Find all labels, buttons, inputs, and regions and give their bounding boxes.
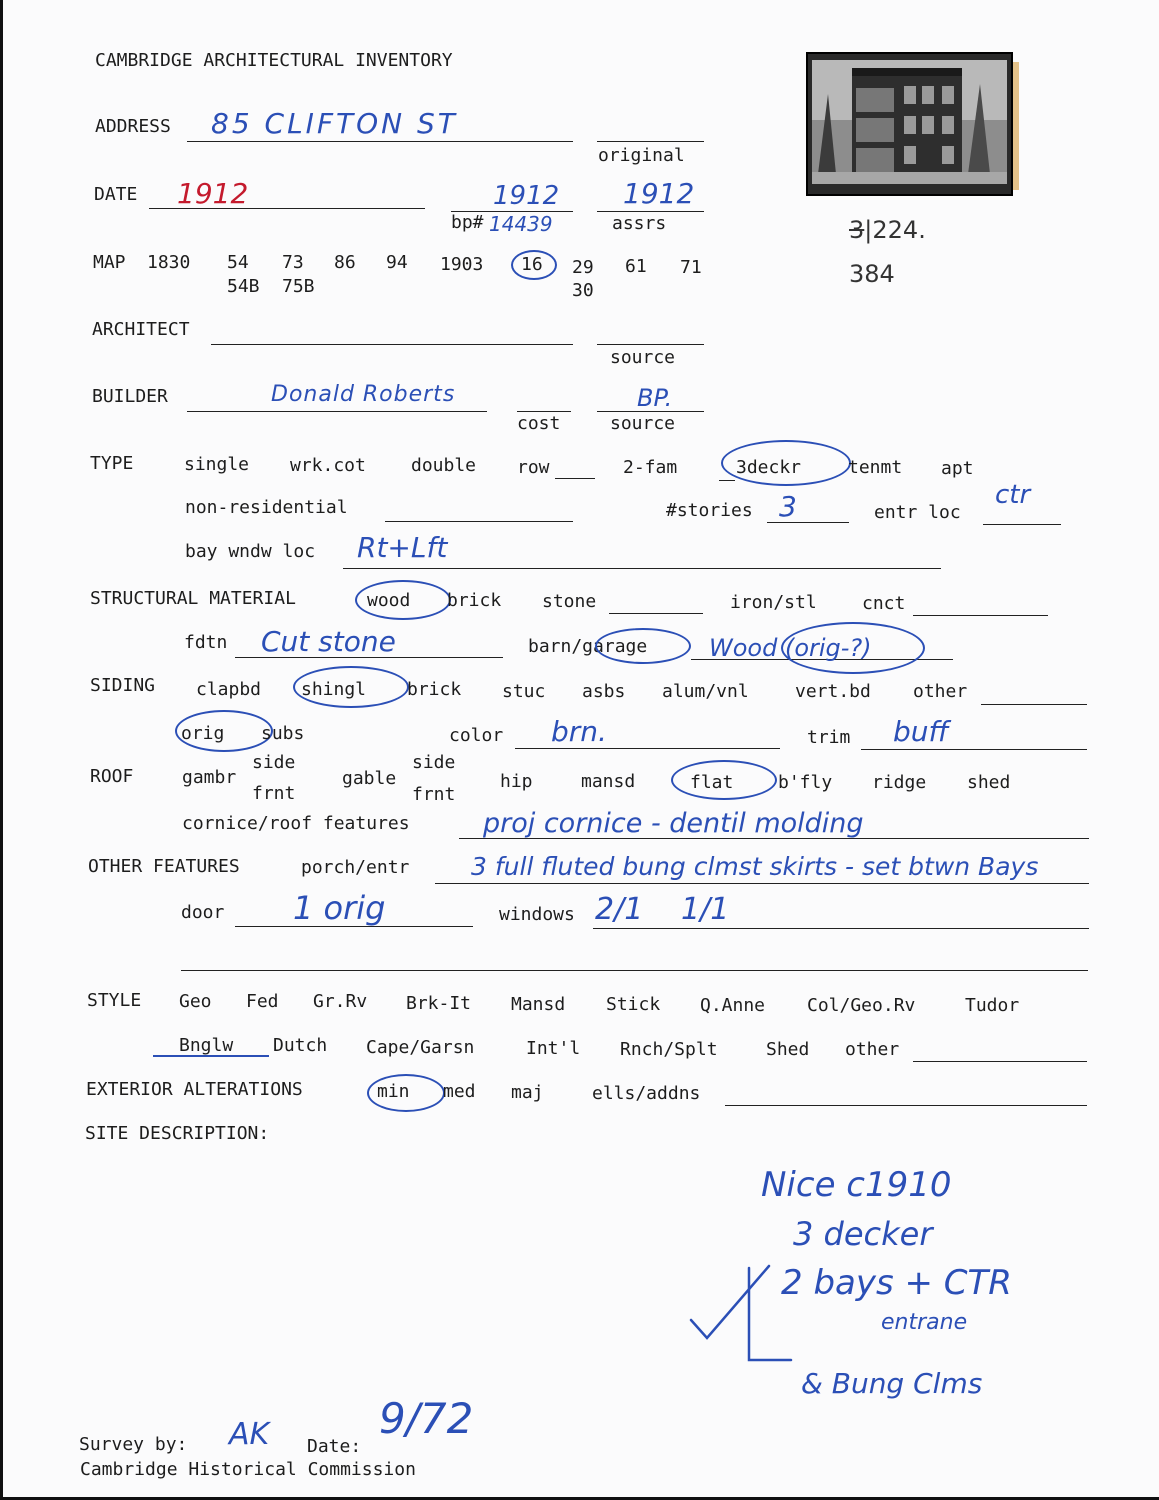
- map-year-73: 73: [282, 252, 304, 273]
- siding-alum: alum/vnl: [662, 681, 749, 702]
- fdtn-label: fdtn: [184, 632, 228, 653]
- fdtn-value: Cut stone: [261, 625, 396, 658]
- survey-by-label: Survey by:: [79, 1434, 188, 1455]
- architect-source-label: source: [610, 347, 676, 368]
- survey-date-label: Date:: [307, 1436, 362, 1457]
- type-row: row: [517, 457, 550, 478]
- type-label: TYPE: [90, 453, 134, 474]
- site-line-3: 2 bays + CTR: [781, 1263, 1012, 1303]
- style-fed: Fed: [246, 991, 279, 1012]
- siding-shingl: shingl: [301, 679, 367, 700]
- garage-orig-circle: [781, 622, 925, 674]
- map-year-94: 94: [386, 252, 408, 273]
- site-checkmark-icon: [683, 1258, 793, 1368]
- stories-value: 3: [779, 490, 797, 523]
- entr-loc-label: entr loc: [874, 502, 961, 523]
- non-residential-line: [385, 521, 573, 522]
- address-value: 85 CLIFTON ST: [211, 107, 458, 140]
- cornice-value: proj cornice - dentil molding: [483, 808, 864, 839]
- commission-name: Cambridge Historical Commission: [80, 1459, 416, 1480]
- map-year-29: 29: [572, 257, 594, 278]
- map-label: MAP: [93, 252, 126, 273]
- type-3deckr-line: [719, 480, 735, 481]
- siding-other-line: [981, 704, 1087, 705]
- map-year-30: 30: [572, 280, 594, 301]
- map-year-61: 61: [625, 256, 647, 277]
- barn-garage-label: barn/garage: [528, 636, 648, 657]
- ext-alt-line: [725, 1105, 1087, 1106]
- structural-iron: iron/stl: [730, 592, 817, 613]
- other-features-extra-line: [181, 970, 1088, 971]
- roof-ridge: ridge: [872, 772, 927, 793]
- site-line-5: & Bung Clms: [801, 1367, 983, 1400]
- style-mansd: Mansd: [511, 994, 566, 1015]
- building-photo-image: [808, 54, 1011, 194]
- map-year-16: 16: [521, 254, 543, 275]
- siding-vertbd: vert.bd: [795, 681, 871, 702]
- original-label: original: [598, 145, 685, 166]
- builder-label: BUILDER: [92, 386, 168, 407]
- non-residential-label: non-residential: [185, 497, 348, 518]
- garage-circle: [595, 628, 691, 664]
- assrs-line: [597, 211, 704, 212]
- porch-line: [435, 883, 1089, 884]
- site-line-1: Nice c1910: [761, 1165, 952, 1205]
- roof-flat-circle: [671, 760, 777, 800]
- original-line: [597, 141, 704, 142]
- structural-brick: brick: [447, 590, 502, 611]
- style-tudor: Tudor: [965, 995, 1020, 1016]
- roof-mansd: mansd: [581, 771, 636, 792]
- cost-label: cost: [517, 413, 561, 434]
- type-single: single: [184, 454, 250, 475]
- cornice-label: cornice/roof features: [182, 813, 410, 834]
- ext-alt-ells: ells/addns: [592, 1083, 701, 1104]
- windows-label: windows: [499, 904, 575, 925]
- bay-wndw-loc-line: [343, 568, 941, 569]
- map-year-1903: 1903: [440, 254, 484, 275]
- style-other-line: [913, 1061, 1087, 1062]
- assrs-year: 1912: [623, 177, 695, 210]
- assrs-label: assrs: [612, 213, 667, 234]
- porch-label: porch/entr: [301, 857, 410, 878]
- roof-gable: gable: [342, 768, 397, 789]
- style-intl: Int'l: [526, 1038, 581, 1059]
- style-colgeorv: Col/Geo.Rv: [807, 995, 916, 1016]
- roof-side-1: side: [252, 752, 296, 773]
- building-photo: [806, 52, 1013, 196]
- style-qanne: Q.Anne: [700, 995, 766, 1016]
- entr-loc-value: ctr: [995, 480, 1031, 510]
- siding-asbs: asbs: [582, 681, 626, 702]
- siding-label: SIDING: [90, 675, 156, 696]
- siding-brick: brick: [407, 679, 462, 700]
- bay-wndw-loc-value: Rt+Lft: [357, 531, 448, 564]
- map-16-circle: [511, 250, 557, 280]
- windows-line: [593, 928, 1089, 929]
- site-line-2: 3 decker: [793, 1215, 933, 1253]
- cost-line: [517, 411, 571, 412]
- siding-orig-circle: [175, 710, 273, 752]
- siding-stuc: stuc: [502, 681, 546, 702]
- bp-year: 1912: [493, 181, 560, 211]
- structural-wood-circle: [355, 580, 451, 620]
- map-year-54b: 54B: [227, 276, 260, 297]
- architect-line: [211, 344, 573, 345]
- trim-value: buff: [893, 715, 949, 748]
- address-line: [187, 141, 573, 142]
- builder-line: [187, 411, 487, 412]
- garage-value: Wood (orig-?): [709, 634, 872, 662]
- bay-wndw-loc-label: bay wndw loc: [185, 541, 316, 562]
- entr-loc-line: [983, 524, 1061, 525]
- survey-date-value: 9/72: [379, 1394, 474, 1443]
- porch-value: 3 full fluted bung clmst skirts - set btwn Bays: [471, 852, 1039, 881]
- stories-label: #stories: [666, 500, 753, 521]
- siding-clapbd: clapbd: [196, 679, 262, 700]
- plate-ref-2: 384: [849, 260, 895, 288]
- date-label: DATE: [94, 184, 138, 205]
- style-stick: Stick: [606, 994, 661, 1015]
- survey-by-value: AK: [229, 1417, 270, 1452]
- form-title: CAMBRIDGE ARCHITECTURAL INVENTORY: [95, 50, 453, 71]
- siding-shingl-circle: [293, 666, 409, 708]
- builder-source-value: BP.: [637, 384, 673, 412]
- structural-cnct-line: [913, 615, 1048, 616]
- structural-wood: wood: [367, 590, 411, 611]
- windows-value-a: 2/1: [595, 892, 644, 927]
- style-geo: Geo: [179, 991, 212, 1012]
- trim-label: trim: [807, 727, 851, 748]
- site-label: SITE DESCRIPTION:: [85, 1123, 270, 1144]
- door-label: door: [181, 902, 225, 923]
- style-grrv: Gr.Rv: [313, 991, 368, 1012]
- style-bnglw: Bnglw: [179, 1035, 234, 1056]
- structural-stone: stone: [542, 591, 597, 612]
- type-wrkcot: wrk.cot: [290, 455, 366, 476]
- style-rnchsplt: Rnch/Splt: [620, 1039, 718, 1060]
- structural-label: STRUCTURAL MATERIAL: [90, 588, 296, 609]
- address-label: ADDRESS: [95, 116, 171, 137]
- site-line-4: entrane: [881, 1310, 968, 1335]
- structural-cnct: cnct: [862, 593, 906, 614]
- door-value: 1 orig: [293, 889, 386, 927]
- type-3deckr: 3deckr: [736, 457, 802, 478]
- siding-orig: orig: [181, 723, 225, 744]
- builder-value: Donald Roberts: [271, 382, 456, 407]
- roof-bfly: b'fly: [778, 772, 833, 793]
- plate-ref: 3|224.: [849, 216, 926, 244]
- map-year-75b: 75B: [282, 276, 315, 297]
- bp-number: 14439: [489, 212, 553, 236]
- type-3deckr-circle: [721, 440, 851, 486]
- map-year-86: 86: [334, 252, 356, 273]
- roof-frnt-2: frnt: [412, 784, 456, 805]
- plate-ref-value: 224: [872, 216, 919, 244]
- date-value: 1912: [177, 177, 249, 210]
- trim-line: [861, 749, 1087, 750]
- style-label: STYLE: [87, 990, 142, 1011]
- roof-shed: shed: [967, 772, 1011, 793]
- ext-alt-maj: maj: [511, 1082, 544, 1103]
- map-year-1830: 1830: [147, 252, 191, 273]
- map-year-54: 54: [227, 252, 249, 273]
- siding-subs: subs: [261, 723, 305, 744]
- builder-source-label: source: [610, 413, 676, 434]
- type-2fam: 2-fam: [623, 457, 678, 478]
- ext-alt-med: med: [443, 1081, 476, 1102]
- architect-label: ARCHITECT: [92, 319, 190, 340]
- style-shed: Shed: [766, 1039, 810, 1060]
- roof-side-2: side: [412, 752, 456, 773]
- roof-frnt-1: frnt: [252, 783, 296, 804]
- siding-other: other: [913, 681, 968, 702]
- ext-alt-label: EXTERIOR ALTERATIONS: [86, 1079, 303, 1100]
- type-double: double: [411, 455, 477, 476]
- roof-hip: hip: [500, 771, 533, 792]
- color-label: color: [449, 725, 504, 746]
- roof-label: ROOF: [90, 766, 134, 787]
- windows-value-b: 1/1: [681, 892, 730, 927]
- other-features-label: OTHER FEATURES: [88, 856, 240, 877]
- style-capegarsn: Cape/Garsn: [366, 1037, 475, 1058]
- roof-flat: flat: [690, 772, 734, 793]
- style-dutch: Dutch: [273, 1035, 328, 1056]
- type-row-line: [555, 478, 595, 479]
- style-other: other: [845, 1039, 900, 1060]
- style-brkit: Brk-It: [406, 993, 472, 1014]
- type-apt: apt: [941, 458, 974, 479]
- color-value: brn.: [551, 715, 607, 748]
- type-tenmt: tenmt: [848, 457, 903, 478]
- architect-source-line: [597, 344, 704, 345]
- map-year-71: 71: [680, 257, 702, 278]
- structural-stone-line: [609, 613, 703, 614]
- ext-alt-min: min: [377, 1081, 410, 1102]
- ext-alt-min-circle: [367, 1074, 445, 1112]
- bp-label: bp#: [451, 212, 484, 233]
- roof-gambr: gambr: [182, 767, 237, 788]
- color-line: [515, 748, 780, 749]
